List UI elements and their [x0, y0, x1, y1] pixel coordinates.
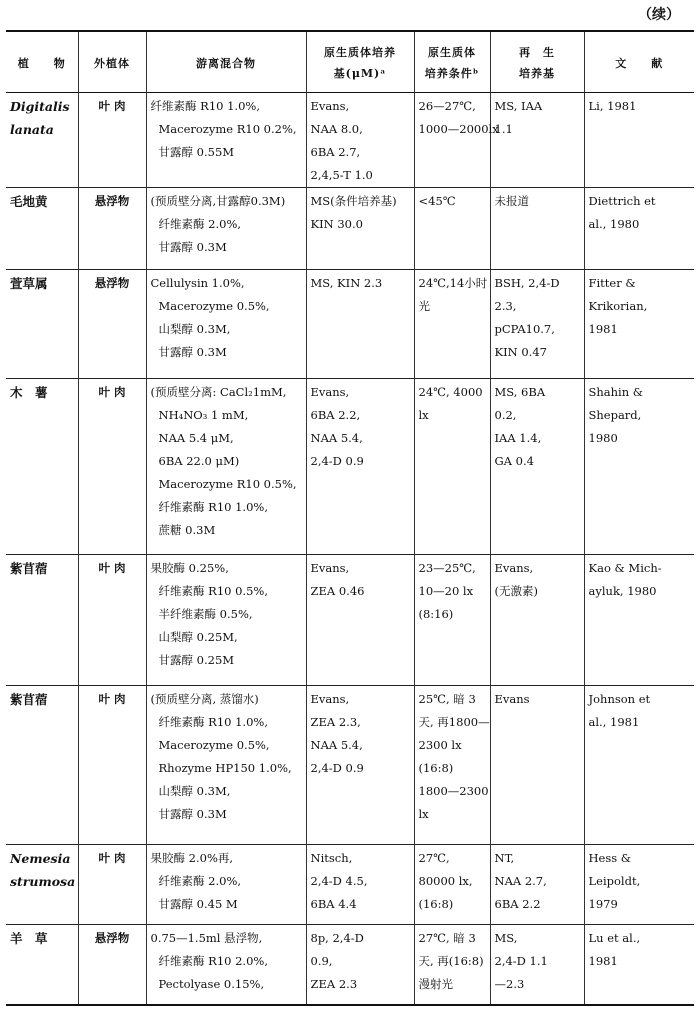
- cell-line: Diettrich et: [588, 194, 656, 208]
- cell-line: MS, IAA: [494, 99, 543, 113]
- cell-line: 27℃, 暗 3: [418, 931, 476, 945]
- cell-line: NAA 8.0,: [310, 122, 363, 136]
- cell-line: 1981: [588, 954, 618, 968]
- cell-line: 纤维素酶 R10 2.0%,: [158, 954, 268, 968]
- table-row: [6, 555, 694, 686]
- cell-line: Macerozyme R10 0.5%,: [158, 477, 297, 491]
- mixture-cell: [146, 925, 306, 1005]
- header-mixture: [146, 31, 306, 93]
- cell-line: 24℃,14小时: [418, 276, 488, 290]
- explant-cell: [78, 379, 146, 555]
- cell-line: 叶 肉: [98, 692, 126, 706]
- cell-line: 漫射光: [418, 977, 453, 991]
- cell-line: 26—27℃,: [418, 99, 476, 113]
- cell-line: KIN 30.0: [310, 217, 363, 231]
- cell-line: 2,4-D 0.9: [310, 454, 364, 468]
- cell-line: Evans,: [310, 99, 350, 113]
- table-row: [6, 93, 694, 188]
- cell-line: 纤维素酶 2.0%,: [158, 217, 242, 231]
- header-line: 再 生: [519, 46, 555, 59]
- cell-line: 叶 肉: [98, 851, 126, 865]
- explant-cell: [78, 925, 146, 1005]
- medium-cell: [306, 925, 414, 1005]
- explant-cell: [78, 188, 146, 270]
- explant-cell: [78, 93, 146, 188]
- conditions-cell: [414, 925, 490, 1005]
- cell-line: NAA 5.4,: [310, 431, 363, 445]
- cell-line: pCPA10.7,: [494, 322, 555, 336]
- cell-line: 纤维素酶 R10 1.0%,: [158, 500, 268, 514]
- plant-cell: [6, 555, 78, 686]
- cell-line: 天, 再1800—: [418, 715, 490, 729]
- cell-line: 木 薯: [10, 385, 48, 400]
- cell-line: 光: [418, 299, 430, 313]
- table-row: [6, 270, 694, 379]
- cell-line: 萱草属: [10, 276, 48, 291]
- cell-line: 叶 肉: [98, 99, 126, 113]
- explant-cell: [78, 270, 146, 379]
- cell-line: (16:8): [418, 761, 454, 775]
- mixture-cell: [146, 845, 306, 925]
- cell-line: MS, 6BA: [494, 385, 546, 399]
- conditions-cell: [414, 686, 490, 845]
- mixture-cell: [146, 686, 306, 845]
- cell-line: Fitter &: [588, 276, 636, 290]
- cell-line: 毛地黄: [10, 194, 48, 209]
- cell-line: Hess &: [588, 851, 632, 865]
- conditions-cell: [414, 93, 499, 188]
- reference-cell: [584, 925, 694, 1005]
- cell-line: 6BA 22.0 μM): [158, 454, 240, 468]
- cell-line: Nitsch,: [310, 851, 353, 865]
- cell-line: 蔗糖 0.3M: [158, 523, 216, 537]
- cell-line: ZEA 0.46: [310, 584, 365, 598]
- cell-line: al., 1981: [588, 715, 640, 729]
- cell-line: 2.3,: [494, 299, 517, 313]
- regeneration-cell: [490, 686, 584, 845]
- table-row: [6, 845, 694, 925]
- conditions-cell: [414, 845, 490, 925]
- explant-cell: [78, 555, 146, 686]
- cell-line: 6BA 2.2,: [310, 408, 361, 422]
- plant-cell: [6, 925, 78, 1005]
- plant-cell: [6, 93, 78, 188]
- cell-line: 25℃, 暗 3: [418, 692, 476, 706]
- cell-line: Lu et al.,: [588, 931, 641, 945]
- cell-line: 甘露醇 0.3M: [158, 240, 227, 254]
- cell-line: 甘露醇 0.25M: [158, 653, 235, 667]
- cell-line: ayluk, 1980: [588, 584, 657, 598]
- cell-line: Evans: [494, 692, 530, 706]
- regeneration-cell: [490, 845, 584, 925]
- regeneration-cell: [490, 925, 584, 1005]
- regeneration-cell: [490, 93, 584, 188]
- cell-line: ZEA 2.3: [310, 977, 358, 991]
- cell-line: 山梨醇 0.25M,: [158, 630, 238, 644]
- table-row: [6, 188, 694, 270]
- header-line: 外植体: [94, 56, 130, 70]
- cell-line: 10—20 lx: [418, 584, 474, 598]
- medium-cell: [306, 188, 414, 270]
- table-body: [6, 93, 694, 1005]
- cell-line: 悬浮物: [94, 276, 130, 290]
- cell-line: 0.9,: [310, 954, 333, 968]
- regeneration-cell: [490, 555, 584, 686]
- mixture-cell: [146, 93, 306, 188]
- table-row: [6, 379, 694, 555]
- cell-line: 甘露醇 0.45 M: [158, 897, 238, 911]
- cell-line: 羊 草: [10, 931, 48, 946]
- cell-line: strumosa: [10, 874, 76, 889]
- reference-cell: [584, 270, 694, 379]
- plant-cell: [6, 845, 78, 925]
- medium-cell: [306, 270, 414, 379]
- cell-line: NAA 2.7,: [494, 874, 547, 888]
- header-line: 培养基: [519, 67, 555, 80]
- medium-cell: [306, 93, 414, 188]
- cell-line: 纤维素酶 2.0%,: [158, 874, 242, 888]
- cell-line: 8p, 2,4-D: [310, 931, 364, 945]
- cell-line: 27℃,: [418, 851, 450, 865]
- cell-line: Evans,: [310, 692, 350, 706]
- header-line: 原生质体: [428, 46, 476, 59]
- table-row: [6, 925, 694, 1005]
- header-regeneration: [490, 31, 584, 93]
- cell-line: 2,4-D 1.1: [494, 954, 548, 968]
- medium-cell: [306, 379, 414, 555]
- cell-line: 纤维素酶 R10 1.0%,: [158, 715, 268, 729]
- cell-line: 叶 肉: [98, 561, 126, 575]
- cell-line: 6BA 2.7,: [310, 145, 361, 159]
- cell-line: 紫苜蓿: [10, 561, 48, 576]
- medium-cell: [306, 686, 414, 845]
- header-line: 游离混合物: [196, 56, 256, 70]
- conditions-cell: [414, 188, 490, 270]
- cell-line: Nemesia: [10, 851, 71, 866]
- plant-cell: [6, 188, 78, 270]
- conditions-cell: [414, 555, 490, 686]
- cell-line: Digitalis: [10, 99, 70, 114]
- mixture-cell: [146, 555, 306, 686]
- cell-line: 果胶酶 0.25%,: [150, 561, 229, 575]
- cell-line: MS, KIN 2.3: [310, 276, 383, 290]
- cell-line: 1979: [588, 897, 618, 911]
- cell-line: Li, 1981: [588, 99, 637, 113]
- cell-line: 山梨醇 0.3M,: [158, 322, 231, 336]
- cell-line: NH₄NO₃ 1 mM,: [158, 408, 249, 422]
- cell-line: Evans,: [310, 385, 350, 399]
- continued-label: （续）: [638, 7, 680, 23]
- cell-line: 6BA 2.2: [494, 897, 541, 911]
- header-medium: [306, 31, 414, 93]
- reference-cell: [584, 555, 694, 686]
- medium-cell: [306, 555, 414, 686]
- cell-line: 1000—2000lx: [418, 122, 499, 136]
- cell-line: KIN 0.47: [494, 345, 547, 359]
- reference-cell: [584, 845, 694, 925]
- cell-line: 悬浮物: [94, 194, 130, 208]
- cell-line: NAA 5.4 μM,: [158, 431, 234, 445]
- cell-line: Evans,: [494, 561, 534, 575]
- cell-line: Macerozyme 0.5%,: [158, 738, 270, 752]
- cell-line: (无激素): [494, 584, 538, 598]
- cell-line: IAA 1.4,: [494, 431, 542, 445]
- cell-line: NT,: [494, 851, 515, 865]
- conditions-cell: [414, 270, 490, 379]
- explant-cell: [78, 686, 146, 845]
- cell-line: (预质壁分离, 蒸馏水): [150, 692, 259, 706]
- cell-line: NAA 5.4,: [310, 738, 363, 752]
- cell-line: 叶 肉: [98, 385, 126, 399]
- plant-cell: [6, 379, 78, 555]
- table-row: [6, 686, 694, 845]
- plant-cell: [6, 686, 78, 845]
- cell-line: 紫苜蓿: [10, 692, 48, 707]
- protoplast-table: [6, 30, 694, 1006]
- cell-line: 纤维素酶 R10 1.0%,: [150, 99, 260, 113]
- cell-line: 未报道: [494, 194, 529, 208]
- cell-line: 甘露醇 0.55M: [158, 145, 235, 159]
- regeneration-cell: [490, 379, 584, 555]
- cell-line: 24℃, 4000: [418, 385, 483, 399]
- header-line: 植 物: [17, 56, 66, 70]
- cell-line: 80000 lx,: [418, 874, 473, 888]
- header-line: 基(μM)ᵃ: [333, 67, 387, 80]
- cell-line: 6BA 4.4: [310, 897, 357, 911]
- cell-line: al., 1980: [588, 217, 640, 231]
- header-line: 培养条件ᵇ: [424, 67, 480, 80]
- conditions-cell: [414, 379, 490, 555]
- medium-cell: [306, 845, 414, 925]
- cell-line: lx: [418, 408, 429, 422]
- cell-line: 2,4,5-T 1.0: [310, 168, 373, 182]
- cell-line: ZEA 2.3,: [310, 715, 361, 729]
- header-explant: [78, 31, 146, 93]
- cell-line: 23—25℃,: [418, 561, 476, 575]
- reference-cell: [584, 93, 694, 188]
- cell-line: 纤维素酶 R10 0.5%,: [158, 584, 268, 598]
- cell-line: GA 0.4: [494, 454, 534, 468]
- cell-line: Shepard,: [588, 408, 642, 422]
- cell-line: Shahin &: [588, 385, 644, 399]
- cell-line: MS(条件培养基): [310, 194, 397, 208]
- cell-line: 0.75—1.5ml 悬浮物,: [150, 931, 263, 945]
- cell-line: 1980: [588, 431, 618, 445]
- cell-line: 1800—2300: [418, 784, 489, 798]
- reference-cell: [584, 188, 694, 270]
- header-conditions: [414, 31, 490, 93]
- cell-line: BSH, 2,4-D: [494, 276, 560, 290]
- cell-line: 1.1: [494, 122, 513, 136]
- table-header-row: [6, 31, 694, 93]
- regeneration-cell: [490, 270, 584, 379]
- cell-line: 2300 lx: [418, 738, 462, 752]
- cell-line: Johnson et: [588, 692, 651, 706]
- cell-line: Krikorian,: [588, 299, 648, 313]
- cell-line: 2,4-D 4.5,: [310, 874, 368, 888]
- header-reference: [584, 31, 694, 93]
- cell-line: lx: [418, 807, 429, 821]
- cell-line: Macerozyme R10 0.2%,: [158, 122, 297, 136]
- header-plant: [6, 31, 78, 93]
- cell-line: Leipoldt,: [588, 874, 641, 888]
- cell-line: 甘露醇 0.3M: [158, 807, 227, 821]
- mixture-cell: [146, 188, 306, 270]
- header-line: 文 献: [615, 56, 664, 70]
- cell-line: (8:16): [418, 607, 454, 621]
- cell-line: Rhozyme HP150 1.0%,: [158, 761, 292, 775]
- cell-line: —2.3: [494, 977, 525, 991]
- cell-line: <45℃: [418, 194, 456, 208]
- cell-line: 果胶酶 2.0%再,: [150, 851, 234, 865]
- cell-line: Macerozyme 0.5%,: [158, 299, 270, 313]
- explant-cell: [78, 845, 146, 925]
- header-line: 原生质体培养: [324, 46, 396, 59]
- reference-cell: [584, 686, 694, 845]
- cell-line: (预质壁分离,甘露醇0.3M): [150, 194, 286, 208]
- cell-line: Cellulysin 1.0%,: [150, 276, 245, 290]
- reference-cell: [584, 379, 694, 555]
- cell-line: 2,4-D 0.9: [310, 761, 364, 775]
- cell-line: 半纤维素酶 0.5%,: [158, 607, 253, 621]
- plant-cell: [6, 270, 78, 379]
- cell-line: lanata: [10, 122, 54, 137]
- cell-line: 天, 再(16:8): [418, 954, 484, 968]
- cell-line: Evans,: [310, 561, 350, 575]
- regeneration-cell: [490, 188, 584, 270]
- cell-line: 0.2,: [494, 408, 517, 422]
- mixture-cell: [146, 379, 306, 555]
- mixture-cell: [146, 270, 306, 379]
- cell-line: (16:8): [418, 897, 454, 911]
- cell-line: 甘露醇 0.3M: [158, 345, 227, 359]
- cell-line: Pectolyase 0.15%,: [158, 977, 265, 991]
- cell-line: 悬浮物: [94, 931, 130, 945]
- cell-line: 1981: [588, 322, 618, 336]
- cell-line: (预质壁分离: CaCl₂1mM,: [150, 385, 287, 399]
- cell-line: 山梨醇 0.3M,: [158, 784, 231, 798]
- cell-line: Kao & Mich-: [588, 561, 662, 575]
- cell-line: MS,: [494, 931, 518, 945]
